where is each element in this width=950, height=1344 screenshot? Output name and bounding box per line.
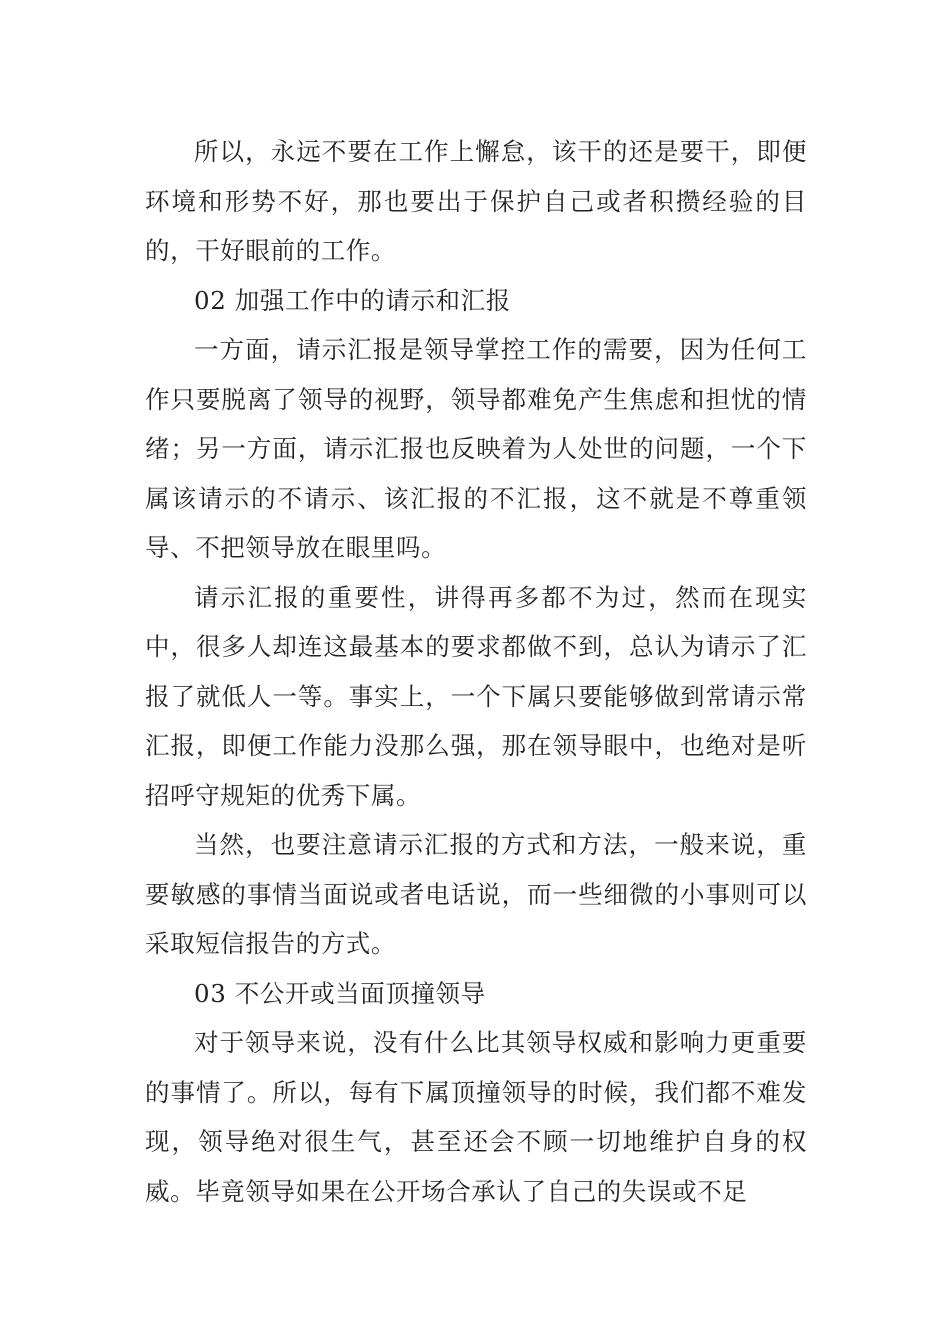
paragraph-report-reality: 请示汇报的重要性，讲得再多都不为过，然而在现实中，很多人却连这最基本的要求都做不到，总认为请示了汇报了就低人一等。事实上，一个下属只要能够做到常请示常汇报，即便工作能力没那么强，那在领导眼中，也绝对是听招呼守规矩的优秀下属。 (145, 582, 807, 810)
paragraph-conclusion: 所以，永远不要在工作上懈怠，该干的还是要干，即便环境和形势不好，那也要出于保护自己或者积攒经验的目的，干好眼前的工作。 (145, 137, 807, 265)
document-body (145, 127, 807, 1216)
paragraph-report-method: 当然，也要注意请示汇报的方式和方法，一般来说，重要敏感的事情当面说或者电话说，而一些细微的小事则可以采取短信报告的方式。 (145, 830, 807, 958)
paragraph-authority: 对于领导来说，没有什么比其领导权威和影响力更重要的事情了。所以，每有下属顶撞领导的时候，我们都不难发现，领导绝对很生气，甚至还会不顾一切地维护自身的权威。毕竟领导如果在公开场合承认了自己的失误或不足 (145, 1028, 807, 1206)
section-heading-03: 03 不公开或当面顶撞领导 (194, 978, 486, 1008)
section-heading-02: 02 加强工作中的请示和汇报 (194, 285, 511, 315)
paragraph-report-importance: 一方面，请示汇报是领导掌控工作的需要，因为任何工作只要脱离了领导的视野，领导都难免产生焦虑和担忧的情绪；另一方面，请示汇报也反映着为人处世的问题，一个下属该请示的不请示、该汇报的不汇报，这不就是不尊重领导、不把领导放在眼里吗。 (145, 335, 807, 562)
